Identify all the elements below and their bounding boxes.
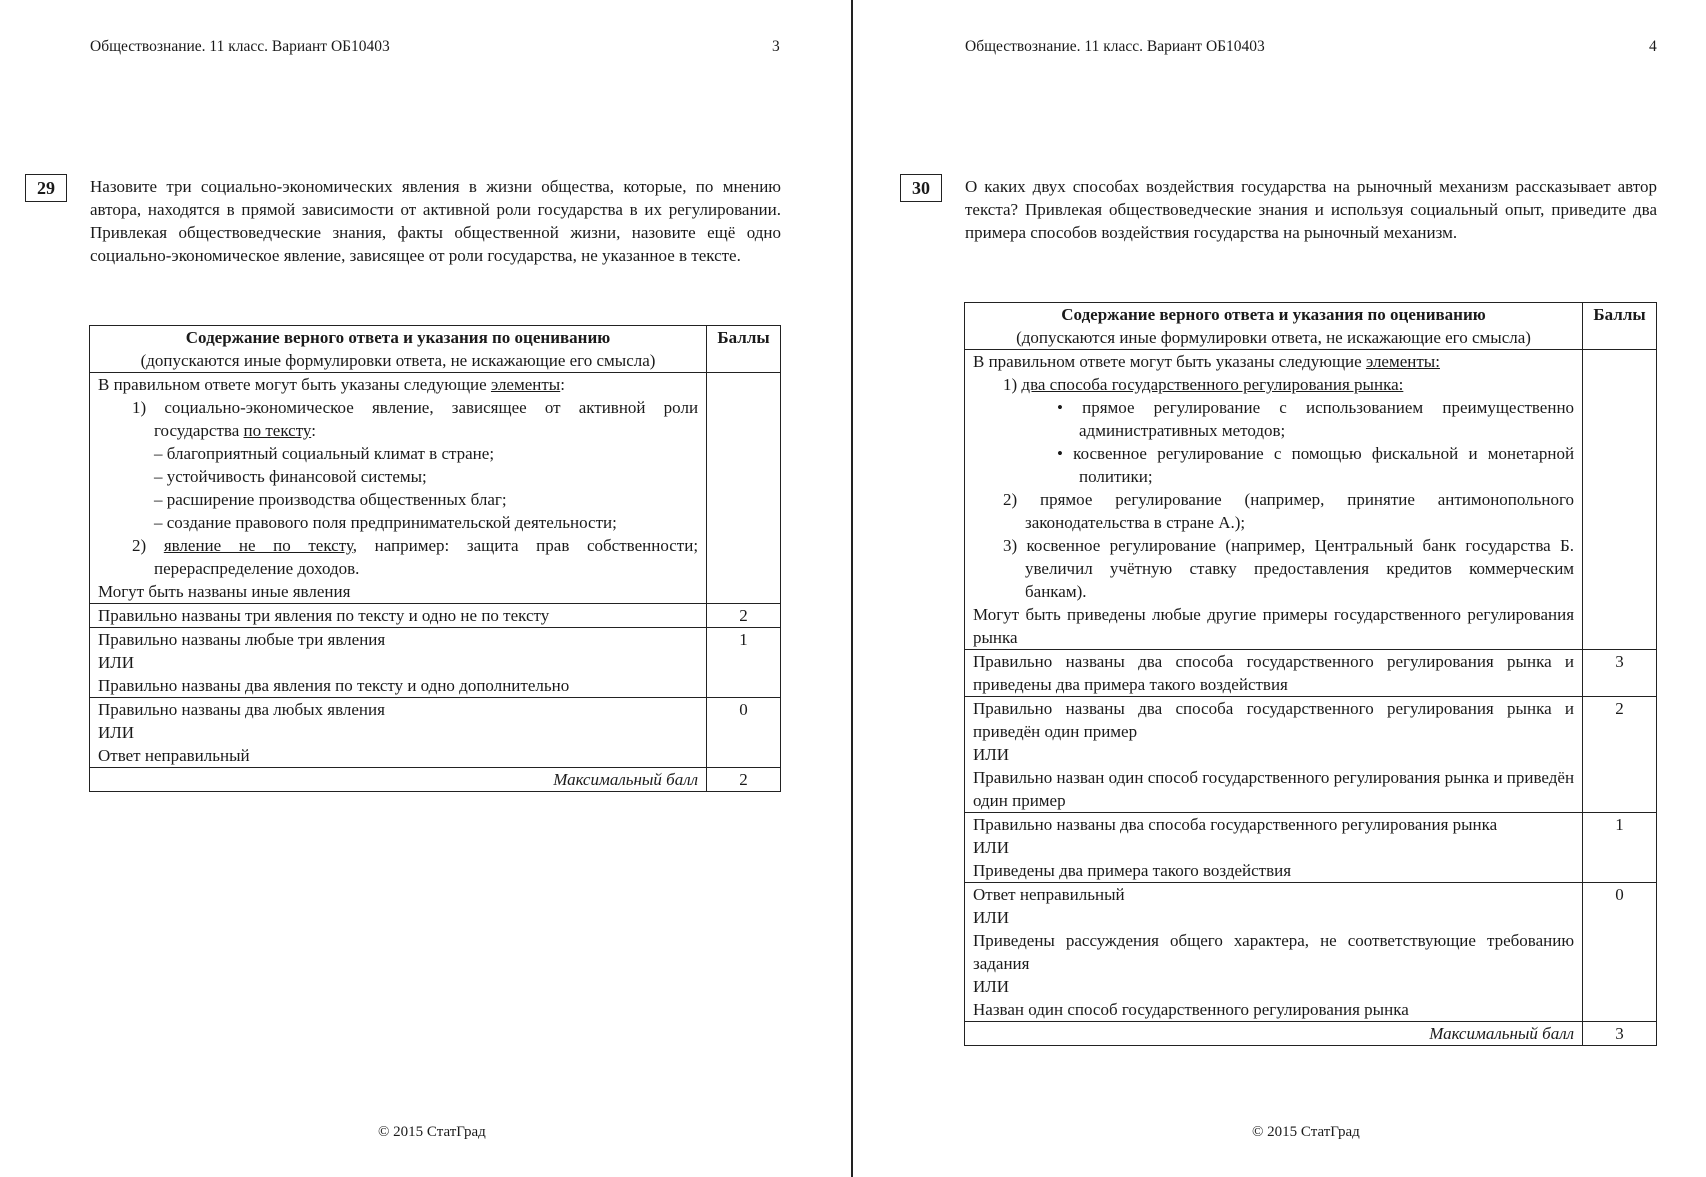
header-score-cell: Баллы <box>1583 303 1657 350</box>
max-score-value: 3 <box>1583 1022 1657 1046</box>
scoring-table <box>964 302 1657 1046</box>
header-note-text: (допускаются иные формулировки ответа, не искажающие его смысла) <box>140 351 656 370</box>
criteria-or: ИЛИ <box>973 838 1010 857</box>
page-number: 4 <box>1649 38 1657 55</box>
criteria-or: ИЛИ <box>973 908 1010 927</box>
criteria-or: ИЛИ <box>973 745 1010 764</box>
header-main-text: Содержание верного ответа и указания по оцениванию <box>185 328 611 347</box>
criteria-line: Ответ неправильный <box>973 885 1125 904</box>
answer-bullet: • косвенное регулирование с помощью фискальной и монетарной политики; <box>1057 444 1575 486</box>
max-score-value: 2 <box>707 768 781 792</box>
max-score-row <box>965 1022 1657 1046</box>
answer-item-2: 2) явление не по тексту, например: защита прав собственности; перераспределение доходов. <box>132 536 699 578</box>
criteria-line: Правильно названы два способа государственного регулирования рынка <box>973 815 1498 834</box>
max-score-label: Максимальный балл <box>90 768 707 792</box>
max-score-row <box>90 768 781 792</box>
criteria-line: Правильно названы три явления по тексту и одно не по тексту <box>98 606 550 625</box>
answer-intro: В правильном ответе могут быть указаны следующие элементы: <box>98 375 565 394</box>
criteria-line: Правильно названы любые три явления <box>98 630 386 649</box>
answer-elements-row <box>90 373 781 604</box>
header-main-text: Содержание верного ответа и указания по оцениванию <box>1061 305 1486 324</box>
criteria-line: Правильно назван один способ государственного регулирования рынка и приведён один пример <box>973 768 1575 810</box>
page-divider <box>851 0 853 1177</box>
criteria-row <box>965 883 1657 1022</box>
criteria-text-cell <box>90 604 707 628</box>
answer-elements-row <box>965 350 1657 650</box>
criteria-text-cell <box>965 650 1583 697</box>
page-3 <box>0 0 852 1177</box>
criteria-or: ИЛИ <box>98 723 135 742</box>
page-number: 3 <box>772 38 780 55</box>
criteria-text-cell <box>90 698 707 768</box>
criteria-score: 1 <box>707 628 781 698</box>
criteria-row <box>90 698 781 768</box>
page-header-title: Обществознание. 11 класс. Вариант ОБ10403 <box>90 38 390 55</box>
empty-score-cell <box>707 373 781 604</box>
criteria-score: 0 <box>1583 883 1657 1022</box>
header-content-cell <box>90 326 707 373</box>
criteria-line: Приведены два примера такого воздействия <box>973 861 1292 880</box>
criteria-or: ИЛИ <box>98 653 135 672</box>
answer-intro: В правильном ответе могут быть указаны следующие элементы: <box>973 352 1440 371</box>
criteria-score: 2 <box>707 604 781 628</box>
criteria-line: Правильно названы два любых явления <box>98 700 385 719</box>
answer-bullet: – расширение производства общественных благ; <box>154 490 507 509</box>
question-number-box: 29 <box>25 174 67 202</box>
answer-item-1: 1) два способа государственного регулирования рынка: <box>1003 375 1404 394</box>
criteria-text-cell <box>90 628 707 698</box>
answer-closing: Могут быть приведены любые другие примеры государственного регулирования рынка <box>973 605 1575 647</box>
answer-bullet: – создание правового поля предпринимательской деятельности; <box>154 513 617 532</box>
criteria-text-cell <box>965 697 1583 813</box>
criteria-line: Назван один способ государственного регулирования рынка <box>973 1000 1409 1019</box>
page-footer: © 2015 СтатГрад <box>1252 1124 1360 1140</box>
criteria-row <box>90 628 781 698</box>
answer-closing: Могут быть названы иные явления <box>98 582 351 601</box>
page-footer: © 2015 СтатГрад <box>378 1124 486 1140</box>
page-4 <box>855 0 1706 1177</box>
table-header-row <box>90 326 781 373</box>
criteria-text-cell <box>965 883 1583 1022</box>
header-content-cell <box>965 303 1583 350</box>
criteria-line: Правильно названы два явления по тексту и одно дополнительно <box>98 676 570 695</box>
criteria-line: Ответ неправильный <box>98 746 250 765</box>
criteria-row <box>965 697 1657 813</box>
answer-item-2: 2) прямое регулирование (например, принятие антимонопольного законодательства в стране А.); <box>1003 490 1575 532</box>
answer-bullet: – устойчивость финансовой системы; <box>154 467 427 486</box>
criteria-score: 2 <box>1583 697 1657 813</box>
criteria-row <box>90 604 781 628</box>
page-header-title: Обществознание. 11 класс. Вариант ОБ10403 <box>965 38 1265 55</box>
question-text: О каких двух способах воздействия государства на рыночный механизм рассказывает автор текста? Привлекая обществоведческие знания и используя социальный опыт, приведите два примера способов воздействия государства на рыночный механизм. <box>965 177 1657 242</box>
criteria-score: 0 <box>707 698 781 768</box>
answer-item-3: 3) косвенное регулирование (например, Центральный банк государства Б. увеличил учётную ставку предоставления кредитов коммерческим банкам). <box>1003 536 1575 601</box>
criteria-or: ИЛИ <box>973 977 1010 996</box>
answer-item-1: 1) социально-экономическое явление, зависящее от активной роли государства по тексту: <box>132 398 699 440</box>
header-note-text: (допускаются иные формулировки ответа, не искажающие его смысла) <box>1016 328 1531 347</box>
header-score-cell: Баллы <box>707 326 781 373</box>
criteria-text-cell <box>965 813 1583 883</box>
criteria-line: Правильно названы два способа государственного регулирования рынка и приведены два примера такого воздействия <box>973 652 1575 694</box>
question-number-box: 30 <box>900 174 942 202</box>
scoring-table <box>89 325 781 792</box>
criteria-line: Правильно названы два способа государственного регулирования рынка и приведён один пример <box>973 699 1575 741</box>
criteria-score: 1 <box>1583 813 1657 883</box>
question-text: Назовите три социально-экономических явления в жизни общества, которые, по мнению автора, находятся в прямой зависимости от активной роли государства в их регулировании. Привлекая обществоведческие знания, факты общественной жизни, назовите ещё одно социально-экономическое явление, зависящее от роли государства, не указанное в тексте. <box>90 177 781 265</box>
empty-score-cell <box>1583 350 1657 650</box>
answer-elements-cell <box>965 350 1583 650</box>
criteria-row <box>965 813 1657 883</box>
criteria-row <box>965 650 1657 697</box>
answer-elements-cell <box>90 373 707 604</box>
criteria-line: Приведены рассуждения общего характера, не соответствующие требованию задания <box>973 931 1575 973</box>
table-header-row <box>965 303 1657 350</box>
max-score-label: Максимальный балл <box>965 1022 1583 1046</box>
answer-bullet: • прямое регулирование с использованием преимущественно административных методов; <box>1057 398 1575 440</box>
answer-bullet: – благоприятный социальный климат в стране; <box>154 444 495 463</box>
criteria-score: 3 <box>1583 650 1657 697</box>
